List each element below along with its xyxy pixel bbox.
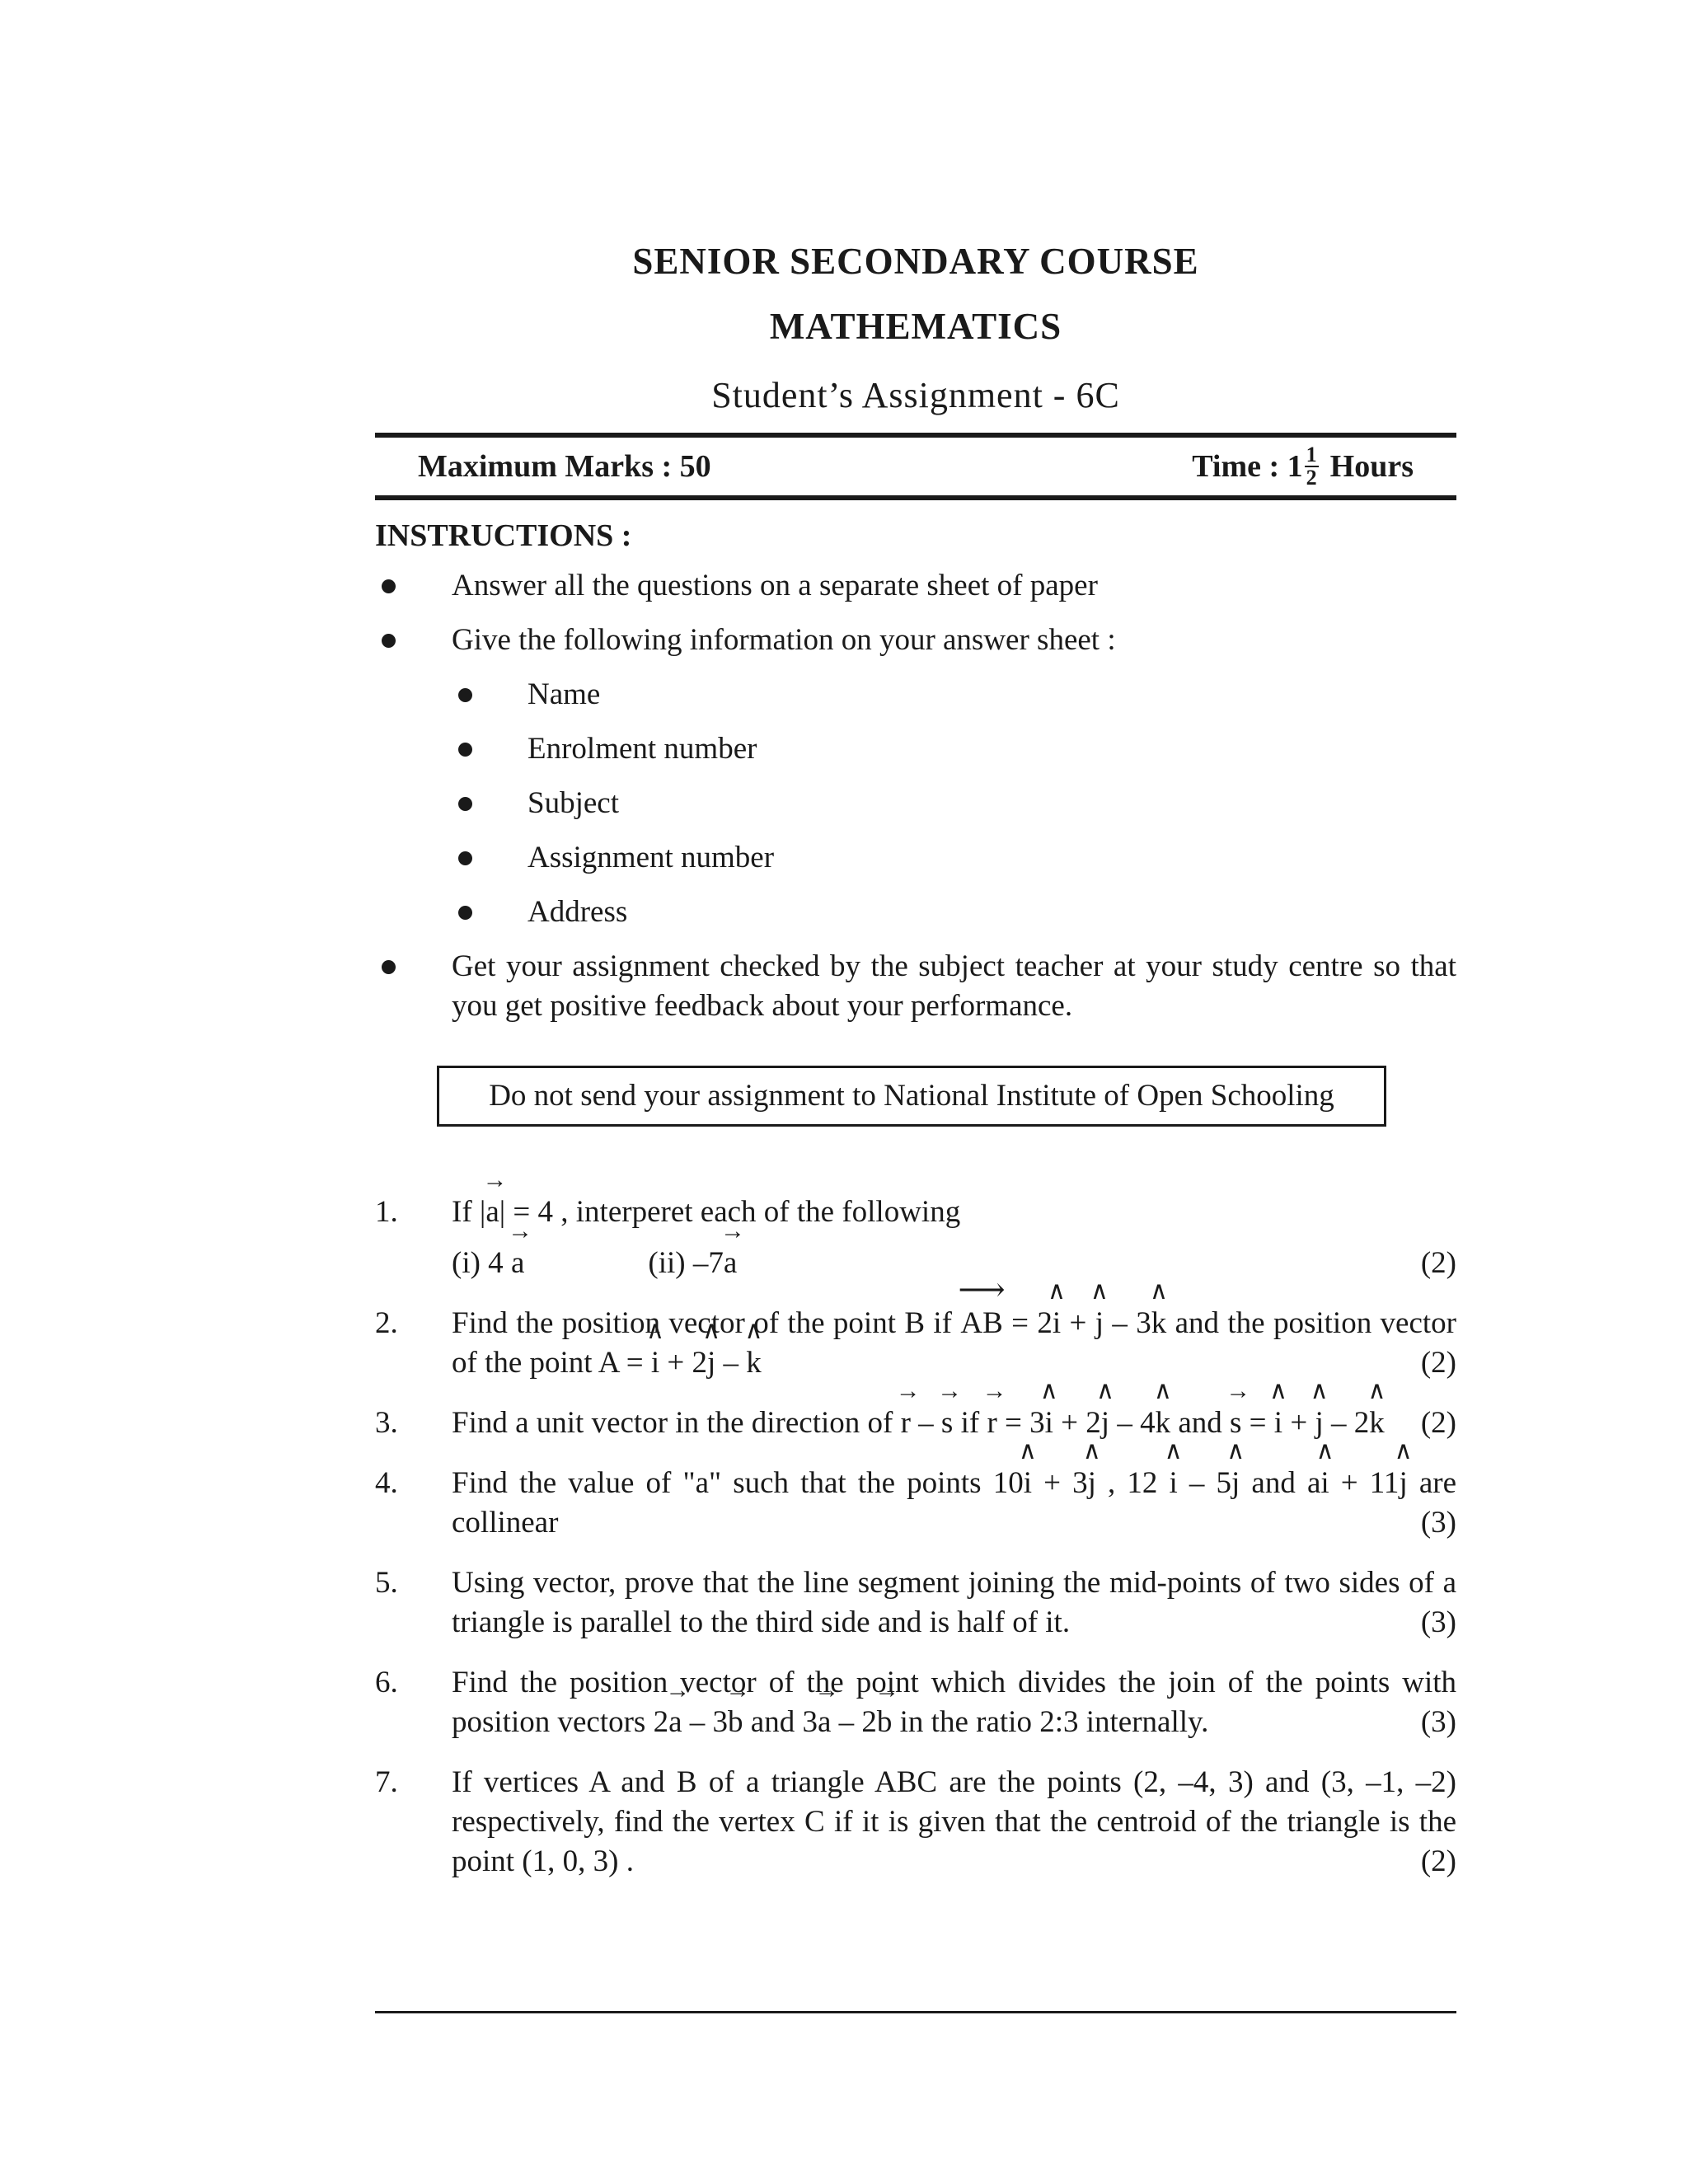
question-number: 1. — [375, 1195, 398, 1229]
unit-i: ∧ i — [1024, 1464, 1032, 1503]
text-segment: If | — [452, 1195, 486, 1229]
vector-r: → r — [901, 1404, 911, 1443]
unit-i: ∧ i — [1170, 1464, 1178, 1503]
info-item-text: Assignment number — [528, 841, 775, 874]
part-ii — [648, 1244, 737, 1283]
bullet-icon — [458, 797, 472, 811]
vector-ab: ⟶ AB — [960, 1304, 1002, 1343]
time-fraction-numerator: 1 — [1306, 443, 1317, 466]
question-number: 4. — [375, 1466, 398, 1500]
text-segment: and a — [1240, 1466, 1321, 1500]
text-segment: (i) 4 — [452, 1246, 511, 1280]
unit-j: ∧ j — [1101, 1404, 1109, 1443]
text-segment: + 2 — [1053, 1406, 1101, 1440]
unit-k: ∧ k — [746, 1343, 762, 1383]
notice-box: Do not send your assignment to National Institute of Open Schooling — [437, 1066, 1386, 1127]
text-segment: = 2 — [1002, 1306, 1053, 1340]
question-1 — [375, 1193, 1456, 1283]
question-2 — [375, 1304, 1456, 1383]
vector-s: → s — [941, 1404, 953, 1443]
bullet-icon — [458, 906, 472, 920]
vector-a: → a — [724, 1244, 737, 1283]
maximum-marks: Maximum Marks : 50 — [418, 449, 711, 484]
time-prefix: Time : 1 — [1192, 449, 1303, 484]
text-segment: , 12 — [1095, 1466, 1170, 1500]
time-fraction-denominator: 2 — [1306, 466, 1317, 490]
time-suffix: Hours — [1329, 449, 1414, 484]
bullet-icon — [382, 634, 396, 648]
vector-a: → a — [511, 1244, 524, 1283]
text-segment: (ii) –7 — [648, 1246, 724, 1280]
unit-j: ∧ j — [1088, 1464, 1096, 1503]
question-text — [452, 1663, 1456, 1742]
unit-j: ∧ j — [1399, 1464, 1407, 1503]
answer-sheet-info-list — [452, 675, 1456, 932]
unit-i: ∧ i — [1045, 1404, 1053, 1443]
vector-a: → a — [485, 1193, 499, 1232]
text-segment: + 11 — [1329, 1466, 1400, 1500]
text-segment: – 2 — [831, 1705, 877, 1739]
vector-a: → a — [818, 1703, 831, 1742]
instruction-item — [375, 947, 1456, 1026]
unit-j: ∧ j — [707, 1343, 715, 1383]
info-item — [452, 784, 1456, 823]
question-marks: (3) — [1420, 1705, 1456, 1739]
text-segment: If vertices A and B of a triangle ABC are the points (2, –4, 3) and (3, –1, –2) respectively, find the vertex C if it is given that the centroid of the triangle is the point (1, 0, 3) . — [452, 1765, 1456, 1878]
instruction-text: Give the following information on your answer sheet : — [452, 623, 1116, 657]
vector-r: → r — [987, 1404, 996, 1443]
question-6 — [375, 1663, 1456, 1742]
question-5 — [375, 1563, 1456, 1643]
vector-s: → s — [1230, 1404, 1241, 1443]
text-segment: – — [910, 1406, 941, 1440]
text-segment: in the ratio 2:3 internally. — [892, 1705, 1209, 1739]
text-segment: – — [715, 1346, 747, 1380]
question-marks: (3) — [1420, 1605, 1456, 1639]
question-number: 2. — [375, 1306, 398, 1340]
question-number: 3. — [375, 1406, 398, 1440]
text-segment: Using vector, prove that the line segment joining the mid-points of two sides of a triangle is parallel to the third side and is half of it. — [452, 1566, 1456, 1639]
unit-j: ∧ j — [1231, 1464, 1240, 1503]
bullet-icon — [382, 960, 396, 974]
unit-k: ∧ k — [1151, 1304, 1167, 1343]
text-segment: – 3 — [1104, 1306, 1151, 1340]
unit-j: ∧ j — [1315, 1404, 1323, 1443]
question-text — [452, 1404, 1456, 1443]
unit-i: ∧ i — [1053, 1304, 1061, 1343]
text-segment: Find the position vector of the point which divides the join of the points with position vectors 2 — [452, 1666, 1456, 1739]
text-segment: = — [1241, 1406, 1274, 1440]
text-segment: and 3 — [743, 1705, 818, 1739]
question-number: 5. — [375, 1566, 398, 1600]
instruction-item — [375, 566, 1456, 606]
questions-list — [375, 1193, 1456, 1882]
instruction-text: Answer all the questions on a separate sheet of paper — [452, 569, 1098, 602]
question-text — [452, 1763, 1456, 1882]
time-fraction — [1305, 444, 1319, 489]
info-item-text: Subject — [528, 786, 619, 820]
marks-time-bar — [375, 433, 1456, 500]
unit-i: ∧ i — [651, 1343, 659, 1383]
unit-k: ∧ k — [1156, 1404, 1171, 1443]
assignment-title: Student’s Assignment - 6C — [711, 375, 1120, 415]
instructions-title: INSTRUCTIONS : — [375, 518, 632, 553]
bullet-icon — [458, 688, 472, 702]
unit-i: ∧ i — [1320, 1464, 1329, 1503]
text-segment: + — [1061, 1306, 1095, 1340]
unit-i: ∧ i — [1274, 1404, 1282, 1443]
question-marks: (3) — [1420, 1506, 1456, 1540]
assignment-page — [375, 239, 1456, 1902]
question-marks: (2) — [1420, 1406, 1456, 1440]
instructions-list — [375, 566, 1456, 1026]
question-marks: (2) — [1420, 1844, 1456, 1878]
question-text — [452, 1304, 1456, 1383]
text-segment: Find the value of "a" such that the points 10 — [452, 1466, 1024, 1500]
text-segment: and the position vector of the point A = — [452, 1306, 1457, 1380]
question-text — [452, 1563, 1456, 1643]
part-i — [452, 1244, 524, 1283]
text-segment: = 3 — [996, 1406, 1045, 1440]
text-segment: Find a unit vector in the direction of — [452, 1406, 901, 1440]
subject-title: MATHEMATICS — [769, 306, 1062, 347]
instruction-text: Get your assignment checked by the subject teacher at your study centre so that you get positive feedback about your performance. — [452, 949, 1456, 1023]
info-item — [452, 838, 1456, 878]
question-text — [452, 1193, 1456, 1232]
text-segment: are collinear — [452, 1466, 1457, 1540]
question-3 — [375, 1404, 1456, 1443]
question-marks: (2) — [1420, 1346, 1456, 1380]
text-segment: and — [1170, 1406, 1231, 1440]
instruction-item — [375, 621, 1456, 932]
info-item-text: Address — [528, 895, 628, 929]
bullet-icon — [382, 579, 396, 593]
unit-j: ∧ j — [1095, 1304, 1104, 1343]
time-allowed — [1192, 444, 1414, 489]
text-segment: | = 4 , interperet each of the following — [499, 1195, 961, 1229]
question-text — [452, 1464, 1456, 1543]
text-segment: + — [1282, 1406, 1315, 1440]
question-4 — [375, 1464, 1456, 1543]
text-segment: + 3 — [1031, 1466, 1088, 1500]
text-segment: – 5 — [1177, 1466, 1232, 1500]
vector-a: → a — [668, 1703, 682, 1742]
text-segment: – 3 — [682, 1705, 729, 1739]
vector-b: → b — [728, 1703, 743, 1742]
info-item — [452, 729, 1456, 769]
bullet-icon — [458, 743, 472, 757]
text-segment: if — [953, 1406, 987, 1440]
vector-b: → b — [877, 1703, 893, 1742]
question-number: 7. — [375, 1765, 398, 1799]
course-title: SENIOR SECONDARY COURSE — [632, 241, 1199, 282]
question-7 — [375, 1763, 1456, 1882]
info-item-text: Enrolment number — [528, 732, 757, 766]
text-segment: – 2 — [1323, 1406, 1370, 1440]
info-item — [452, 893, 1456, 932]
info-item — [452, 675, 1456, 715]
question-number: 6. — [375, 1666, 398, 1699]
info-item-text: Name — [528, 677, 601, 711]
page-end-rule — [375, 2011, 1456, 2013]
unit-k: ∧ k — [1369, 1404, 1385, 1443]
question-parts — [452, 1244, 1456, 1283]
bullet-icon — [458, 851, 472, 865]
text-segment: + 2 — [659, 1346, 707, 1380]
question-marks: (2) — [1420, 1246, 1456, 1280]
text-segment: – 4 — [1109, 1406, 1156, 1440]
text-segment: Find the position vector of the point B if — [452, 1306, 961, 1340]
